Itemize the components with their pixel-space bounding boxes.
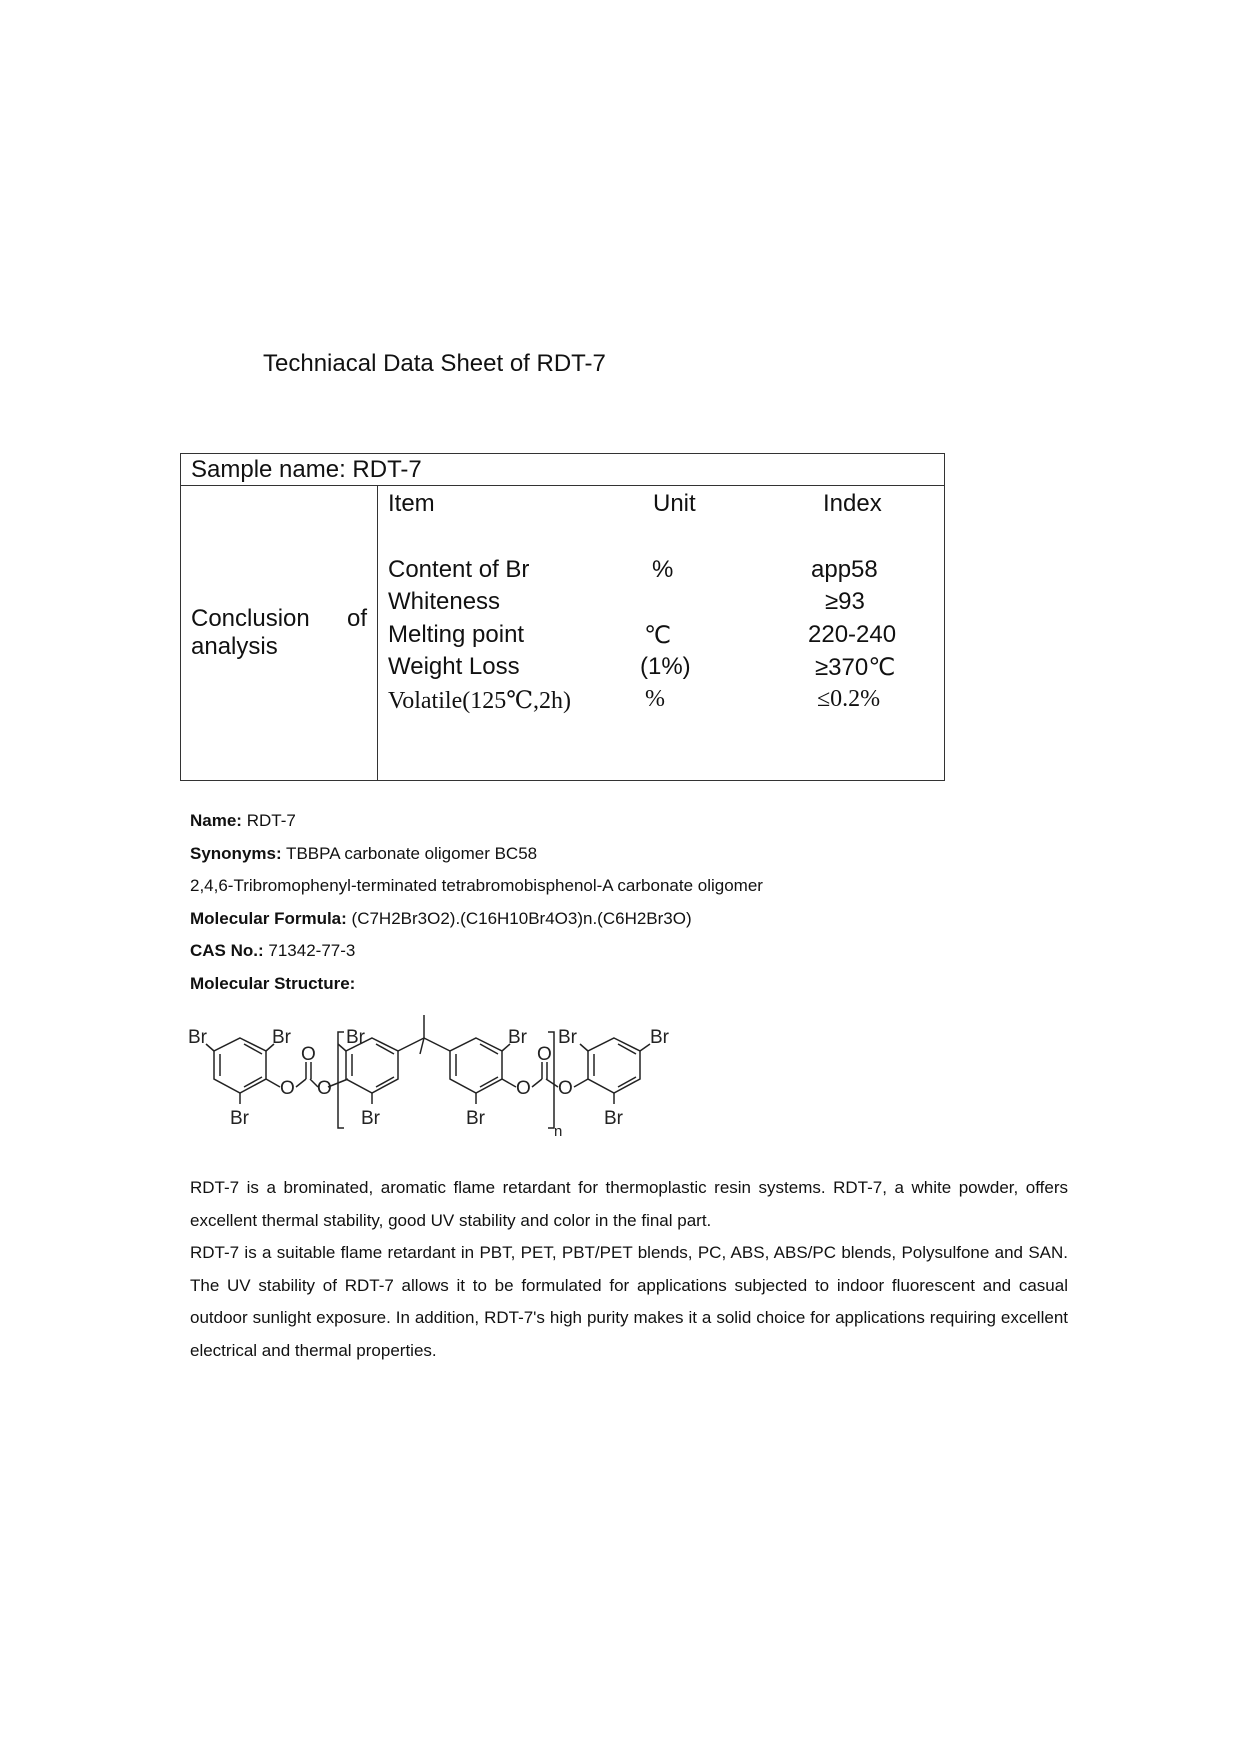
name-line	[190, 811, 296, 831]
br-label: Br	[558, 1027, 577, 1048]
br-label: Br	[188, 1027, 207, 1048]
row-index: ≤0.2%	[817, 686, 881, 712]
sample-name-cell: Sample name: RDT-7	[181, 454, 945, 486]
row-item: Content of Br	[388, 556, 530, 583]
cas-value: 71342-77-3	[263, 941, 356, 960]
br-label: Br	[361, 1108, 380, 1129]
oxygen-label: O	[516, 1078, 531, 1099]
oxygen-label: O	[301, 1044, 316, 1065]
description	[190, 1172, 1068, 1368]
br-label: Br	[272, 1027, 291, 1048]
synonyms-label: Synonyms:	[190, 844, 282, 863]
name-label: Name:	[190, 811, 242, 830]
molecular-structure-diagram	[188, 1010, 768, 1150]
formula-value: (C7H2Br3O2).(C16H10Br4O3)n.(C6H2Br3O)	[346, 909, 692, 928]
br-label: Br	[230, 1108, 249, 1129]
row-unit: %	[645, 686, 665, 712]
description-paragraph: RDT-7 is a brominated, aromatic flame retardant for thermoplastic resin systems. RDT-7, a white powder, offers excellent thermal stability, good UV stability and color in the final part.	[190, 1178, 1068, 1230]
formula-line	[190, 909, 692, 929]
conclusion-analysis: analysis	[191, 633, 278, 660]
items-cell	[378, 486, 945, 781]
cas-label: CAS No.:	[190, 941, 264, 960]
conclusion-of: of	[346, 605, 367, 632]
row-item: Melting point	[388, 621, 525, 648]
row-unit: %	[652, 556, 674, 583]
synonyms-line-2: 2,4,6-Tribromophenyl-terminated tetrabromobisphenol-A carbonate oligomer	[190, 876, 763, 895]
br-label: Br	[650, 1027, 669, 1048]
structure-heading: Molecular Structure:	[190, 974, 356, 993]
synonyms-line	[190, 844, 537, 864]
row-item: Volatile(125℃,2h)	[388, 688, 572, 714]
br-label: Br	[466, 1108, 485, 1129]
document-title: Techniacal Data Sheet of RDT-7	[263, 350, 606, 377]
row-unit: (1%)	[640, 653, 691, 680]
br-label: Br	[346, 1027, 365, 1048]
header-index: Index	[823, 490, 882, 517]
row-index: app58	[811, 556, 878, 583]
repeat-unit-n: n	[554, 1123, 563, 1140]
br-label: Br	[604, 1108, 623, 1129]
synonyms-value: TBBPA carbonate oligomer BC58	[281, 844, 538, 863]
name-value: RDT-7	[241, 811, 296, 830]
oxygen-label: O	[558, 1078, 573, 1099]
analysis-table	[180, 453, 945, 781]
row-index: 220-240	[808, 621, 897, 648]
oxygen-label: O	[317, 1078, 332, 1099]
formula-label: Molecular Formula:	[190, 909, 347, 928]
conclusion-word: Conclusion	[191, 605, 310, 632]
row-unit: ℃	[644, 622, 671, 649]
oxygen-label: O	[537, 1044, 552, 1065]
header-item: Item	[388, 490, 435, 517]
row-item: Weight Loss	[388, 653, 520, 680]
description-paragraph: RDT-7 is a suitable flame retardant in PBT, PET, PBT/PET blends, PC, ABS, ABS/PC blends, Polysulfone and SAN. The UV stability of RDT-7 allows it to be formulated for applications subjected to indoor fluorescent and casual outdoor sunlight exposure. In addition, RDT-7's high purity makes it a solid choice for applications requiring excellent electrical and thermal properties.	[190, 1243, 1068, 1360]
cas-line	[190, 941, 355, 961]
benzene-ring	[450, 1038, 502, 1093]
br-label: Br	[508, 1027, 527, 1048]
row-index: ≥370℃	[815, 654, 896, 681]
oxygen-label: O	[280, 1078, 295, 1099]
benzene-ring	[588, 1038, 640, 1093]
row-item: Whiteness	[388, 588, 501, 615]
conclusion-cell	[181, 486, 378, 781]
header-unit: Unit	[653, 490, 696, 517]
row-index: ≥93	[825, 588, 865, 615]
benzene-ring	[214, 1038, 266, 1093]
